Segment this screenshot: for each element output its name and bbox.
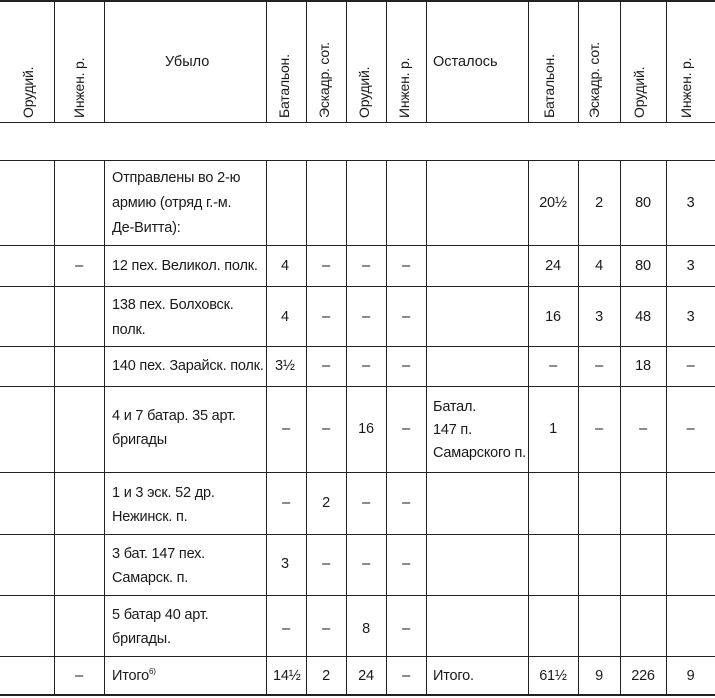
ostalos-total-label: Итого. <box>433 668 474 684</box>
col-divider <box>104 0 105 123</box>
cell-inzhen: – <box>75 258 83 274</box>
col-divider <box>54 160 55 696</box>
rule-row <box>0 595 715 596</box>
cell-batalion: – <box>282 495 290 511</box>
cell-inzhen: – <box>402 556 410 572</box>
cell-batalion: 3½ <box>275 358 295 374</box>
row-desc: 5 батар 40 арт. <box>112 607 209 623</box>
row-desc: Нежинск. п. <box>112 509 188 525</box>
cell-inzhen: – <box>402 421 410 437</box>
cell-batalion: 4 <box>281 309 289 325</box>
header-eskadr: Эскадр. сот. <box>316 41 332 118</box>
cell-orudiy: – <box>362 495 370 511</box>
cell-eskadr-left: 4 <box>595 258 603 274</box>
col-divider <box>666 0 667 123</box>
rule-row <box>0 656 715 657</box>
header-batalion: Батальон. <box>276 54 292 118</box>
row-desc: полк. <box>112 322 146 338</box>
col-divider <box>306 0 307 123</box>
cell-orudiy: – <box>362 358 370 374</box>
total-label-text: Итого <box>112 668 149 684</box>
cell-orudiy-left: 18 <box>635 358 651 374</box>
cell-eskadr-left: 2 <box>595 195 603 211</box>
rule-header-bottom <box>0 122 715 123</box>
rule-row <box>0 386 715 387</box>
rule-row <box>0 472 715 473</box>
cell-inzhen: – <box>402 668 410 684</box>
cell-batalion: – <box>282 421 290 437</box>
row-desc: Отправлены во 2-ю <box>112 170 241 186</box>
cell-orudiy-left: 80 <box>635 258 651 274</box>
cell-inzhen: – <box>402 495 410 511</box>
row-total-label <box>112 664 156 688</box>
cell-eskadr: – <box>322 258 330 274</box>
cell-inzhen-left: 3 <box>686 195 695 211</box>
cell-batalion-left: 1 <box>549 421 557 437</box>
col-divider <box>104 160 105 696</box>
cell-batalion-left: 61½ <box>539 668 567 684</box>
cell-inzhen-left: 3 <box>686 309 695 325</box>
cell-inzhen: – <box>402 358 410 374</box>
row-desc: 1 и 3 эск. 52 др. <box>112 485 215 501</box>
cell-inzhen-left: 3 <box>686 258 695 274</box>
ostalos-note: Батал. <box>433 399 477 415</box>
row-desc: Самарск. п. <box>112 570 189 586</box>
cell-orudiy: – <box>362 556 370 572</box>
cell-orudiy-left: 48 <box>635 309 651 325</box>
col-divider <box>386 0 387 123</box>
cell-eskadr: – <box>322 621 330 637</box>
cell-batalion: 4 <box>281 258 289 274</box>
row-desc: Де-Витта): <box>112 220 181 236</box>
col-divider <box>620 0 621 123</box>
cell-eskadr: 2 <box>322 495 330 511</box>
cell-eskadr-left: – <box>595 421 603 437</box>
cell-orudiy: 24 <box>358 668 374 684</box>
cell-batalion-left: 24 <box>545 258 561 274</box>
cell-eskadr: – <box>322 556 330 572</box>
cell-batalion: 3 <box>281 556 289 572</box>
cell-orudiy: – <box>362 258 370 274</box>
cell-batalion-left: 20½ <box>539 195 567 211</box>
cell-eskadr: – <box>322 421 330 437</box>
rule-bottom <box>0 694 715 696</box>
row-desc: армию (отряд г.-м. <box>112 195 232 211</box>
col-divider <box>54 0 55 123</box>
cell-eskadr: 2 <box>322 668 330 684</box>
rule-row <box>0 286 715 287</box>
cell-orudiy: 8 <box>362 621 370 637</box>
rule-row <box>0 534 715 535</box>
footnote-ref: 6) <box>149 667 156 677</box>
cell-batalion-left: 16 <box>545 309 561 325</box>
cell-eskadr: – <box>322 309 330 325</box>
cell-orudiy-left: 226 <box>631 668 655 684</box>
cell-inzhen-left: – <box>686 358 695 374</box>
header-inzhen-2: Инжен. р. <box>396 57 412 118</box>
header-ubylo: Убыло <box>165 54 210 70</box>
cell-orudiy: – <box>362 309 370 325</box>
cell-batalion-left: – <box>549 358 557 374</box>
row-desc: бригады. <box>112 631 171 647</box>
cell-inzhen-left: – <box>686 421 695 437</box>
ostalos-note: Самарского п. <box>433 445 526 461</box>
header-orudiy-3: Орудий. <box>631 66 647 118</box>
col-divider <box>346 0 347 123</box>
row-desc: 3 бат. 147 пех. <box>112 546 205 562</box>
rule-row <box>0 346 715 347</box>
col-divider <box>266 0 267 123</box>
cell-inzhen: – <box>402 258 410 274</box>
row-desc: 138 пех. Болховск. <box>112 297 234 313</box>
header-orudiy-2: Орудий. <box>356 66 372 118</box>
cell-inzhen: – <box>402 621 410 637</box>
col-divider <box>528 0 529 123</box>
row-desc: 12 пех. Великол. полк. <box>112 258 258 274</box>
cell-batalion: – <box>282 621 290 637</box>
ostalos-note: 147 п. <box>433 422 472 438</box>
cell-orudiy: 16 <box>358 421 374 437</box>
col-divider <box>426 0 427 123</box>
header-inzhen: Инжен. р. <box>71 57 87 118</box>
header-inzhen-3: Инжен. р. <box>678 57 694 118</box>
cell-inzhen: – <box>402 309 410 325</box>
rule-row <box>0 245 715 246</box>
row-desc: 4 и 7 батар. 35 арт. <box>112 408 236 424</box>
cell-eskadr-left: 9 <box>595 668 603 684</box>
cell-orudiy-left: – <box>639 421 647 437</box>
cell-inzhen: – <box>75 668 83 684</box>
header-batalion-2: Батальон. <box>541 54 557 118</box>
row-desc: бригады <box>112 432 167 448</box>
cell-orudiy-left: 80 <box>635 195 651 211</box>
cell-batalion: 14½ <box>273 668 301 684</box>
col-divider <box>578 0 579 123</box>
header-ostalos: Осталось <box>433 54 498 70</box>
header-orudiy: Орудий. <box>20 66 36 118</box>
cell-eskadr-left: – <box>595 358 603 374</box>
cell-inzhen-left: 9 <box>686 668 695 684</box>
col-divider <box>426 160 427 696</box>
row-desc: 140 пех. Зарайск. полк. <box>112 358 264 374</box>
header-eskadr-2: Эскадр. сот. <box>586 41 602 118</box>
rule-body-top <box>0 160 715 161</box>
cell-eskadr: – <box>322 358 330 374</box>
cell-eskadr-left: 3 <box>595 309 603 325</box>
